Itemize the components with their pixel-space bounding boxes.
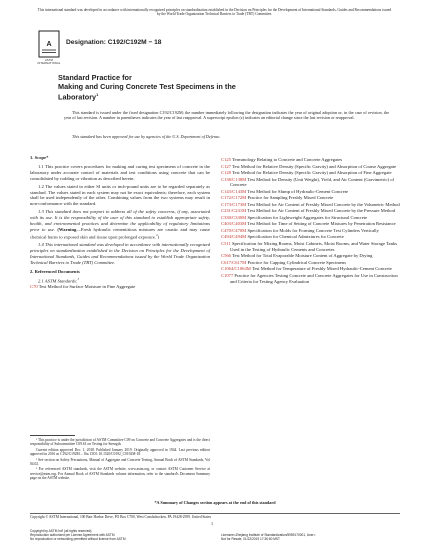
ref-item: C143/C143M Test Method for Slump of Hydraulic-Cement Concrete xyxy=(221,188,349,194)
footer-right-line-1: Licensee=Zhejiang Institute of Standardization/5959170001, User= xyxy=(221,533,316,537)
copyright-line: Copyright © ASTM International, 100 Barr Harbor Drive, PO Box C700, West Conshohocken, PA 19428-2959. United States xyxy=(30,513,400,519)
ref-link[interactable]: C470/C470M xyxy=(221,227,247,233)
scope-1-4: 1.4 This international standard was developed in accordance with internationally recognized principles on standardization established in the Decision on Principles for the Development of International Standards, Guides and Recommendations issued by the World Trade Organization Technical Barriers to Trade (TBT) Committee. xyxy=(30,242,210,266)
ref-item: C128 Test Method for Relative Density (Specific Gravity) and Absorption of Fine Aggregate xyxy=(221,170,392,175)
page-number: 1 xyxy=(211,521,214,526)
ref-item: C566 Test Method for Total Evaporable Moisture Content of Aggregate by Drying xyxy=(221,253,373,259)
ref-link[interactable]: C173/C173M xyxy=(221,201,247,207)
footer-license-right xyxy=(221,534,401,542)
summary-of-changes-note: *A Summary of Changes section appears at the end of this standard xyxy=(154,500,276,505)
svg-text:A: A xyxy=(46,41,52,48)
ref-link[interactable]: C172/C172M xyxy=(221,195,247,201)
ref-link[interactable]: C617/C617M xyxy=(221,259,247,265)
footnote-2: ² See section on Safety Precautions, Manual of Aggregate and Concrete Testing, Annual Book of ASTM Standards, Vol 04.02. xyxy=(30,457,210,466)
footer-license-left xyxy=(30,530,200,541)
ref-item: C470/C470M Specification for Molds for Forming Concrete Test Cylinders Vertically xyxy=(221,227,379,233)
scope-1-2: 1.2 The values stated in either SI units or inch-pound units are to be regarded separately as standard. The values stated in each system may not be exact equivalents; therefore, each system shall be used independently of the other. Combining values from the two systems may result in non-conformance with the standard. xyxy=(30,183,210,207)
dod-note: This standard has been approved for use by agencies of the U.S. Department of Defense. xyxy=(72,134,221,139)
astm-logo-text: ASTM INTERNATIONAL xyxy=(37,59,61,65)
top-notice: This international standard was developed in accordance with internationally recognized principles on standardization established in the Decision on Principles for the Development of International Standards, Guides and Recommendations issued by the World Trade Organization Technical Barriers to Trade (TBT) Committee. xyxy=(37,8,392,17)
ref-link[interactable]: C511 xyxy=(221,240,231,246)
footnote-1-edition: Current edition approved Dec. 1, 2018. Published January 2019. Originally approved in 1944. Last previous edition approved in 2016 as C192/C192M – 16a. DOI: 10.1520/C0192_C0192M-18. xyxy=(30,447,210,456)
document-title xyxy=(58,74,236,102)
ref-item: C1064/C1064M Test Method for Temperature of Freshly Mixed Hydraulic-Cement Concrete xyxy=(221,266,392,272)
ref-item: C231/C231M Test Method for Air Content of Freshly Mixed Concrete by the Pressure Method xyxy=(221,208,396,214)
ref-item-c70: C70 Test Method for Surface Moisture in Fine Aggregate xyxy=(30,284,136,290)
ref-link-c70[interactable]: C70 xyxy=(30,284,38,290)
footnote-divider xyxy=(30,435,75,436)
left-column xyxy=(30,155,210,291)
astm-logo-icon xyxy=(38,30,60,58)
ref-item: C125 Terminology Relating to Concrete and Concrete Aggregates xyxy=(221,157,343,162)
refs-subheading: 2.1 ASTM Standards:$^3$ xyxy=(38,276,79,284)
ref-item: C494/C494M Specification for Chemical Admixtures for Concrete xyxy=(221,234,344,240)
designation: Designation: C192/C192M − 18 xyxy=(66,39,162,46)
ref-item: C172/C172M Practice for Sampling Freshly Mixed Concrete xyxy=(221,195,334,201)
ref-link[interactable]: C125 xyxy=(221,157,231,162)
footer-left-line-1: Copyright by ASTM Int'l (all rights reserved); xyxy=(30,529,93,533)
ref-link[interactable]: C566 xyxy=(221,253,231,259)
title-line-1: Standard Practice for xyxy=(58,73,132,82)
ref-link[interactable]: C128 xyxy=(221,170,231,175)
ref-item: C127 Test Method for Relative Density (Specific Gravity) and Absorption of Coarse Aggregate xyxy=(221,163,397,169)
right-column-references xyxy=(221,157,401,285)
ref-link[interactable]: C403/C403M xyxy=(221,221,247,227)
footnote-1: ¹ This practice is under the jurisdiction of ASTM Committee C09 on Concrete and Concrete Aggregates and is the direct responsibility of Subcommittee C09.61 on Testing for Strength. xyxy=(30,438,210,447)
ref-item: C617/C617M Practice for Capping Cylindrical Concrete Specimens xyxy=(221,259,347,265)
ref-item: C1077 Practice for Agencies Testing Concrete and Concrete Aggregates for Use in Construction and Criteria for Testing Agency Evaluation xyxy=(221,272,398,284)
ref-item: C511 Specification for Mixing Rooms, Moist Cabinets, Moist Rooms, and Water Storage Tanks Used in the Testing of Hydraulic Cements and Concretes xyxy=(221,240,397,252)
refs-heading: 2. Referenced Documents xyxy=(30,268,80,274)
ref-item: C173/C173M Test Method for Air Content of Freshly Mixed Concrete by the Volumetric Method xyxy=(221,201,400,207)
scope-1-3: 1.3 This standard does not purport to address all of the safety concerns, if any, associated with its use. It is the responsibility of the user of this standard to establish appropriate safety, health, and environmental practices and determine the applicability of regulatory limitations prior to use. (Warning—Fresh hydraulic cementitious mixtures are caustic and may cause chemical burns to exposed skin and tissue upon prolonged exposure.$^2$) xyxy=(30,209,211,240)
ref-item: C403/C403M Test Method for Time of Setting of Concrete Mixtures by Penetration Resistance xyxy=(221,221,396,227)
ref-link[interactable]: C143/C143M xyxy=(221,188,247,194)
footer-left-line-3: No reproduction or networking permitted without license from ASTM xyxy=(30,536,126,541)
ref-link[interactable]: C231/C231M xyxy=(221,208,247,214)
footnote-3: ³ For referenced ASTM standards, visit the ASTM website, www.astm.org, or contact ASTM Customer Service at service@astm.org. For Annual Book of ASTM Standards volume information, refer to the standard's Document Summary page on the ASTM website. xyxy=(30,467,210,480)
footnotes xyxy=(30,438,210,481)
footer-left-line-2: Reproduction authorized per License Agreement with ASTM xyxy=(30,532,115,537)
footer-right-line-2: Not for Resale, 01/22/2019 17:36:50 MST xyxy=(221,536,281,541)
scope-heading: 1. Scope* xyxy=(30,155,49,160)
ref-link[interactable]: C1077 xyxy=(221,272,234,278)
issue-note: This standard is issued under the fixed designation C192/C192M; the number immediately following the designation indicates the year of original adoption or, in the case of revision, the year of last revision. A number in parentheses indicates the year of last reapproval. A superscript epsilon (ε) indicates an editorial change since the last revision or reapproval. xyxy=(64,110,389,121)
ref-item: C330/C330M Specification for Lightweight Aggregates for Structural Concrete xyxy=(221,214,368,220)
title-line-3: Laboratory$^1$ xyxy=(58,92,99,102)
ref-item: C138/C138M Test Method for Density (Unit Weight), Yield, and Air Content (Gravimetric) of Concrete xyxy=(221,176,395,188)
title-footnote-ref: 1 xyxy=(96,92,99,98)
ref-link[interactable]: C1064/C1064M xyxy=(221,266,251,272)
scope-1-1: 1.1 This practice covers procedures for making and curing test specimens of concrete in the laboratory under accurate control of materials and test conditions using concrete that can be consolidated by rodding or vibration as described herein. xyxy=(30,163,210,181)
ref-link[interactable]: C330/C330M xyxy=(221,214,247,220)
title-line-2: Making and Curing Concrete Test Specimens in the xyxy=(58,81,236,91)
ref-link[interactable]: C494/C494M xyxy=(221,234,247,240)
ref-link[interactable]: C127 xyxy=(221,163,231,169)
ref-link[interactable]: C138/C138M xyxy=(221,176,247,182)
